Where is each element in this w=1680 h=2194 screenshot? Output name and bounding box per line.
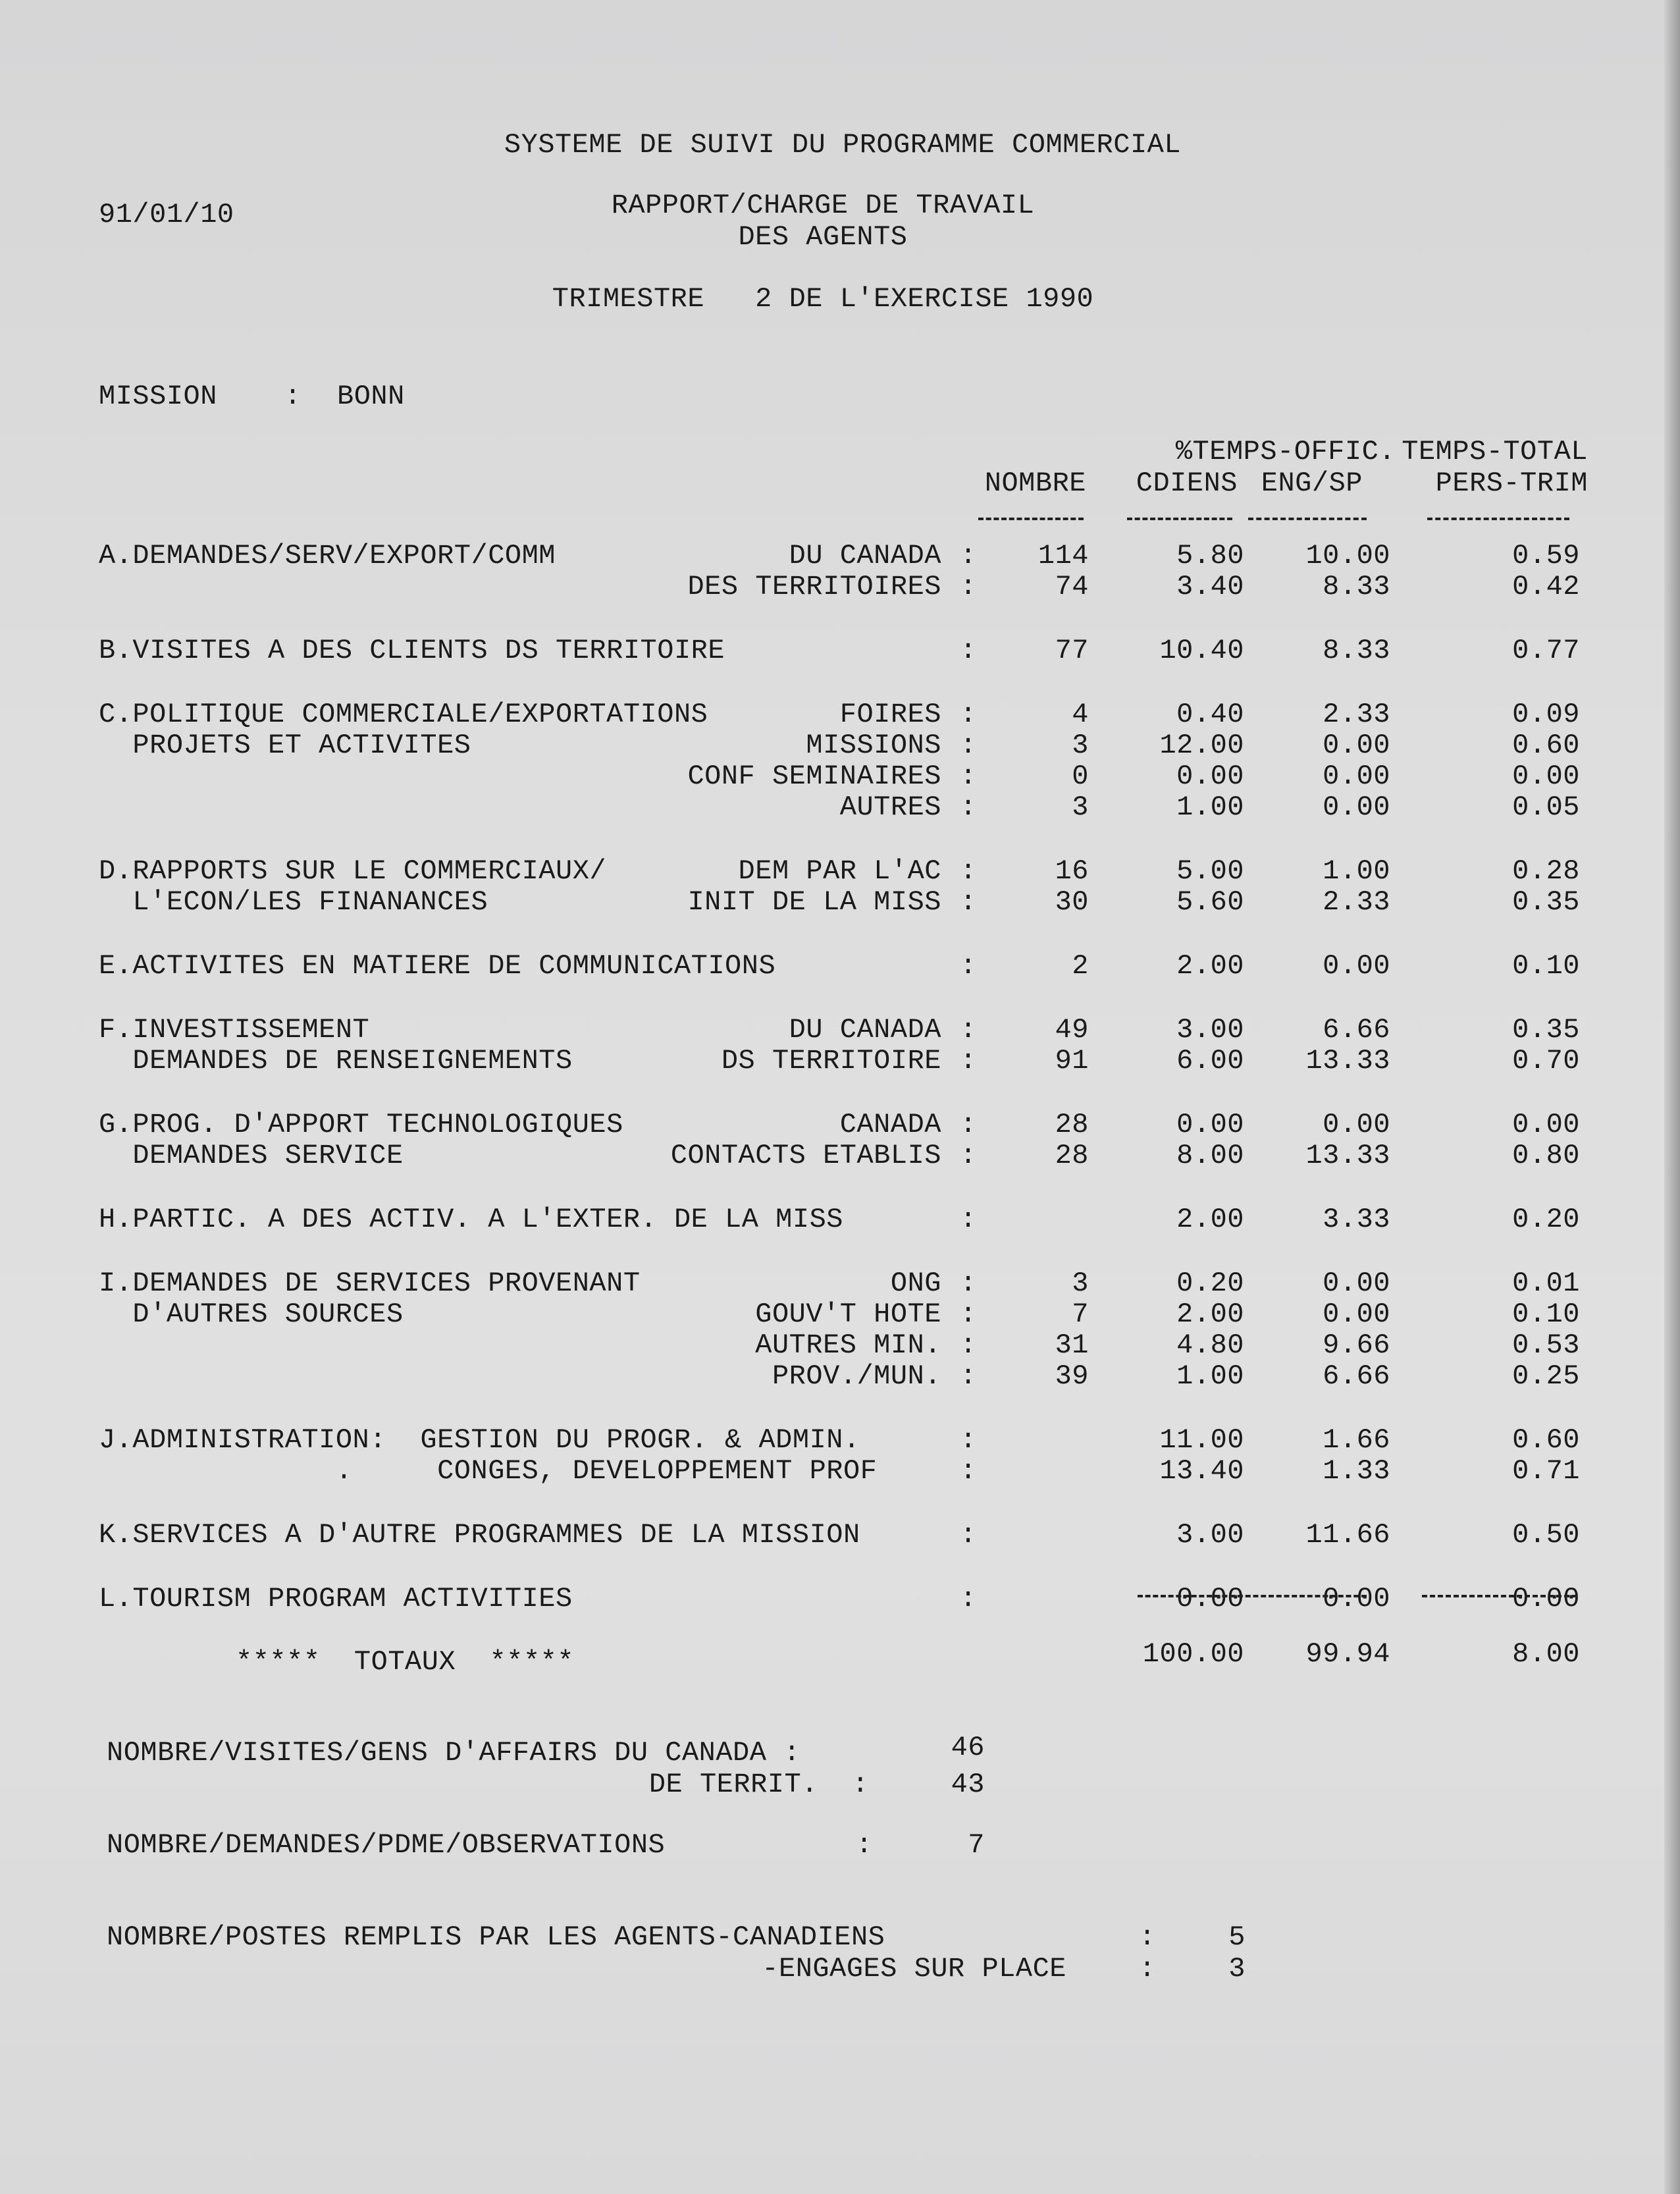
cell-cdiens: 2.00 (1176, 1298, 1244, 1330)
section-title: L.TOURISM PROGRAM ACTIVITIES (99, 1583, 573, 1615)
mission-label: MISSION (99, 381, 217, 412)
row-sublabel: DU CANADA (789, 1014, 941, 1046)
visites-value-territ: 43 (951, 1769, 985, 1800)
cell-eng-sp: 8.33 (1323, 571, 1390, 602)
cell-cdiens: 0.00 (1176, 761, 1244, 792)
section-title: E.ACTIVITES EN MATIERE DE COMMUNICATIONS (99, 950, 776, 982)
row-colon: : (960, 1045, 977, 1077)
cell-eng-sp: 6.66 (1323, 1014, 1390, 1046)
cell-nombre: 3 (1072, 730, 1089, 761)
cell-nombre: 39 (1055, 1360, 1089, 1392)
cell-eng-sp: 6.66 (1323, 1360, 1390, 1392)
section-title: A.DEMANDES/SERV/EXPORT/COMM (99, 540, 556, 572)
col-rule-pers-trim (1427, 518, 1569, 520)
row-sublabel: INIT DE LA MISS (687, 886, 941, 918)
row-colon: : (960, 1455, 977, 1487)
cell-cdiens: 1.00 (1176, 791, 1244, 823)
col-header-temps-total: TEMPS-TOTAL (1402, 436, 1588, 468)
section-title: L'ECON/LES FINANANCES (99, 886, 488, 918)
cell-eng-sp: 0.00 (1323, 950, 1390, 982)
row-sublabel: CANADA (839, 1109, 941, 1140)
visites-label-territ: DE TERRIT. : (648, 1769, 869, 1800)
row-colon: : (960, 1519, 977, 1551)
cell-eng-sp: 0.00 (1323, 761, 1390, 792)
cell-cdiens: 12.00 (1159, 730, 1244, 761)
section-title: PROJETS ET ACTIVITES (99, 730, 471, 761)
report-date: 91/01/10 (99, 199, 234, 230)
cell-pers-trim: 0.01 (1512, 1268, 1580, 1299)
cell-pers-trim: 0.10 (1512, 1298, 1580, 1330)
cell-eng-sp: 10.00 (1305, 540, 1390, 572)
system-title: SYSTEME DE SUIVI DU PROGRAMME COMMERCIAL (504, 129, 1182, 161)
cell-pers-trim: 0.28 (1512, 855, 1580, 887)
postes-separator-2: : (1139, 1953, 1156, 1985)
section-title: J.ADMINISTRATION: GESTION DU PROGR. & ADMIN. (99, 1424, 860, 1456)
report-subtitle: DES AGENTS (738, 221, 908, 253)
totals-eng-sp: 99.94 (1305, 1638, 1390, 1670)
section-title: DEMANDES SERVICE (99, 1140, 404, 1171)
cell-nombre: 91 (1055, 1045, 1089, 1077)
cell-pers-trim: 0.05 (1512, 791, 1580, 823)
cell-nombre: 49 (1055, 1014, 1089, 1046)
cell-eng-sp: 0.00 (1323, 1583, 1390, 1615)
row-colon: : (960, 1268, 977, 1299)
col-header-eng-sp: ENG/SP (1261, 468, 1363, 499)
cell-cdiens: 11.00 (1159, 1424, 1244, 1456)
cell-nombre: 3 (1072, 791, 1089, 823)
cell-pers-trim: 0.00 (1512, 1583, 1580, 1615)
cell-eng-sp: 0.00 (1323, 1109, 1390, 1140)
cell-pers-trim: 0.10 (1512, 950, 1580, 982)
cell-pers-trim: 0.09 (1512, 699, 1580, 730)
cell-eng-sp: 9.66 (1323, 1329, 1390, 1361)
cell-pers-trim: 0.35 (1512, 1014, 1580, 1046)
cell-eng-sp: 1.66 (1323, 1424, 1390, 1456)
report-title: RAPPORT/CHARGE DE TRAVAIL (611, 190, 1035, 221)
cell-cdiens: 0.00 (1176, 1109, 1244, 1140)
col-rule-eng-sp (1248, 518, 1367, 520)
section-title: K.SERVICES A D'AUTRE PROGRAMMES DE LA MISSION (99, 1519, 860, 1551)
cell-eng-sp: 13.33 (1305, 1045, 1390, 1077)
postes-value-engages: 3 (1228, 1953, 1246, 1985)
cell-pers-trim: 0.20 (1512, 1204, 1580, 1235)
cell-pers-trim: 0.53 (1512, 1329, 1580, 1361)
cell-cdiens: 3.00 (1176, 1519, 1244, 1551)
cell-pers-trim: 0.00 (1512, 1109, 1580, 1140)
postes-separator-1: : (1139, 1921, 1156, 1953)
cell-nombre: 114 (1037, 540, 1089, 572)
section-title: G.PROG. D'APPORT TECHNOLOGIQUES (99, 1109, 623, 1140)
cell-nombre: 0 (1072, 761, 1089, 792)
cell-cdiens: 0.40 (1176, 699, 1244, 730)
section-title: F.INVESTISSEMENT (99, 1014, 370, 1046)
cell-cdiens: 2.00 (1176, 950, 1244, 982)
row-colon: : (960, 886, 977, 918)
cell-eng-sp: 2.33 (1323, 699, 1390, 730)
total-rule-pers-trim (1422, 1595, 1577, 1597)
totals-cdiens: 100.00 (1142, 1638, 1244, 1670)
cell-nombre: 4 (1072, 699, 1089, 730)
cell-pers-trim: 0.80 (1512, 1140, 1580, 1171)
total-rule-eng-sp (1238, 1595, 1367, 1597)
cell-eng-sp: 2.33 (1323, 886, 1390, 918)
section-title: . CONGES, DEVELOPPEMENT PROF (99, 1455, 878, 1487)
postes-label-canadiens: NOMBRE/POSTES REMPLIS PAR LES AGENTS-CANADIENS (107, 1921, 885, 1953)
visites-value-canada: 46 (951, 1732, 985, 1763)
postes-value-canadiens: 5 (1228, 1921, 1246, 1953)
cell-pers-trim: 0.25 (1512, 1360, 1580, 1392)
cell-nombre: 7 (1072, 1298, 1089, 1330)
cell-nombre: 31 (1055, 1329, 1089, 1361)
cell-pers-trim: 0.59 (1512, 540, 1580, 572)
cell-eng-sp: 11.66 (1305, 1519, 1390, 1551)
cell-nombre: 28 (1055, 1140, 1089, 1171)
cell-pers-trim: 0.71 (1512, 1455, 1580, 1487)
row-colon: : (960, 730, 977, 761)
mission-value: BONN (337, 381, 405, 412)
row-sublabel: DS TERRITOIRE (721, 1045, 941, 1077)
cell-pers-trim: 0.77 (1512, 635, 1580, 666)
cell-nombre: 3 (1072, 1268, 1089, 1299)
col-header-cdiens: CDIENS (1136, 468, 1238, 499)
cell-cdiens: 5.80 (1176, 540, 1244, 572)
row-sublabel: DEM PAR L'AC (738, 855, 941, 887)
cell-cdiens: 5.00 (1176, 855, 1244, 887)
cell-cdiens: 5.60 (1176, 886, 1244, 918)
row-colon: : (960, 1109, 977, 1140)
cell-nombre: 2 (1072, 950, 1089, 982)
row-sublabel: MISSIONS (806, 730, 941, 761)
row-sublabel: PROV./MUN. (772, 1360, 941, 1392)
col-rule-nombre (978, 518, 1084, 520)
row-sublabel: GOUV'T HOTE (755, 1298, 941, 1330)
col-header-pers-trim: PERS-TRIM (1435, 468, 1588, 499)
row-colon: : (960, 950, 977, 982)
cell-eng-sp: 0.00 (1323, 730, 1390, 761)
pdme-separator: : (856, 1829, 873, 1861)
row-colon: : (960, 791, 977, 823)
cell-eng-sp: 1.33 (1323, 1455, 1390, 1487)
cell-cdiens: 2.00 (1176, 1204, 1244, 1235)
row-sublabel: CONTACTS ETABLIS (670, 1140, 941, 1171)
trimestre-line: TRIMESTRE 2 DE L'EXERCISE 1990 (552, 283, 1094, 315)
page-edge-shadow (1664, 0, 1680, 2194)
total-rule-cdiens (1138, 1595, 1235, 1597)
section-title: H.PARTIC. A DES ACTIV. A L'EXTER. DE LA MISS (99, 1204, 843, 1235)
row-sublabel: DU CANADA (789, 540, 941, 572)
cell-eng-sp: 0.00 (1323, 791, 1390, 823)
cell-eng-sp: 8.33 (1323, 635, 1390, 666)
row-sublabel: FOIRES (839, 699, 941, 730)
col-header-pct-temps: %TEMPS-OFFIC. (1175, 436, 1396, 468)
cell-eng-sp: 0.00 (1323, 1268, 1390, 1299)
totals-pers-trim: 8.00 (1512, 1638, 1580, 1670)
cell-nombre: 30 (1055, 886, 1089, 918)
row-colon: : (960, 540, 977, 572)
section-title: C.POLITIQUE COMMERCIALE/EXPORTATIONS (99, 699, 708, 730)
cell-eng-sp: 13.33 (1305, 1140, 1390, 1171)
section-title: D.RAPPORTS SUR LE COMMERCIAUX/ (99, 855, 607, 887)
cell-eng-sp: 1.00 (1323, 855, 1390, 887)
row-sublabel: CONF SEMINAIRES (687, 761, 941, 792)
cell-pers-trim: 0.00 (1512, 761, 1580, 792)
cell-cdiens: 3.40 (1176, 571, 1244, 602)
cell-cdiens: 10.40 (1159, 635, 1244, 666)
row-sublabel: DES TERRITOIRES (687, 571, 941, 602)
pdme-label: NOMBRE/DEMANDES/PDME/OBSERVATIONS (107, 1829, 666, 1861)
row-colon: : (960, 1424, 977, 1456)
cell-eng-sp: 0.00 (1323, 1298, 1390, 1330)
cell-pers-trim: 0.70 (1512, 1045, 1580, 1077)
cell-cdiens: 3.00 (1176, 1014, 1244, 1046)
pdme-value: 7 (968, 1829, 985, 1861)
cell-cdiens: 13.40 (1159, 1455, 1244, 1487)
section-title: DEMANDES DE RENSEIGNEMENTS (99, 1045, 573, 1077)
row-colon: : (960, 1360, 977, 1392)
section-title: D'AUTRES SOURCES (99, 1298, 404, 1330)
cell-nombre: 16 (1055, 855, 1089, 887)
row-colon: : (960, 1140, 977, 1171)
row-colon: : (960, 635, 977, 666)
visites-label-canada: NOMBRE/VISITES/GENS D'AFFAIRS DU CANADA : (107, 1737, 801, 1769)
row-colon: : (960, 761, 977, 792)
col-rule-cdiens (1127, 518, 1232, 520)
row-sublabel: ONG (890, 1268, 941, 1299)
row-colon: : (960, 1014, 977, 1046)
cell-pers-trim: 0.50 (1512, 1519, 1580, 1551)
row-colon: : (960, 1583, 977, 1615)
row-colon: : (960, 1298, 977, 1330)
cell-pers-trim: 0.42 (1512, 571, 1580, 602)
cell-cdiens: 4.80 (1176, 1329, 1244, 1361)
col-header-nombre: NOMBRE (984, 468, 1086, 499)
postes-label-engages: -ENGAGES SUR PLACE (762, 1953, 1066, 1985)
section-title: B.VISITES A DES CLIENTS DS TERRITOIRE (99, 635, 725, 666)
row-colon: : (960, 699, 977, 730)
section-title: I.DEMANDES DE SERVICES PROVENANT (99, 1268, 641, 1299)
cell-cdiens: 0.00 (1176, 1583, 1244, 1615)
row-colon: : (960, 571, 977, 602)
mission-separator: : (284, 381, 302, 412)
row-colon: : (960, 1329, 977, 1361)
cell-nombre: 77 (1055, 635, 1089, 666)
row-colon: : (960, 855, 977, 887)
cell-cdiens: 0.20 (1176, 1268, 1244, 1299)
row-sublabel: AUTRES MIN. (755, 1329, 941, 1361)
cell-cdiens: 8.00 (1176, 1140, 1244, 1171)
cell-pers-trim: 0.35 (1512, 886, 1580, 918)
cell-cdiens: 1.00 (1176, 1360, 1244, 1392)
totals-label: ***** TOTAUX ***** (236, 1646, 575, 1678)
cell-nombre: 74 (1055, 571, 1089, 602)
cell-cdiens: 6.00 (1176, 1045, 1244, 1077)
row-sublabel: AUTRES (839, 791, 941, 823)
row-colon: : (960, 1204, 977, 1235)
cell-pers-trim: 0.60 (1512, 1424, 1580, 1456)
cell-eng-sp: 3.33 (1323, 1204, 1390, 1235)
cell-nombre: 28 (1055, 1109, 1089, 1140)
cell-pers-trim: 0.60 (1512, 730, 1580, 761)
